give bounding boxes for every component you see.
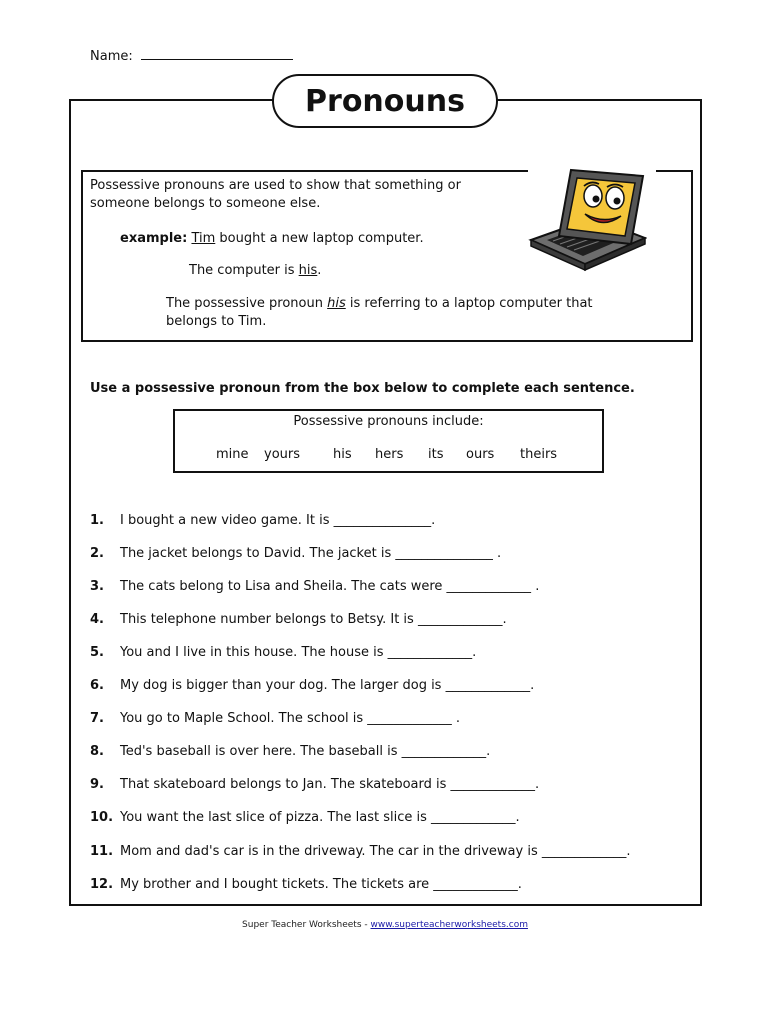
question-number: 10. xyxy=(90,810,114,825)
question-number: 2. xyxy=(90,546,104,561)
question-text[interactable]: I bought a new video game. It is _______________. xyxy=(120,513,436,528)
question-text[interactable]: You go to Maple School. The school is _____________ . xyxy=(120,711,461,726)
question-number: 12. xyxy=(90,877,114,892)
reference-pronoun: his xyxy=(327,296,346,311)
smiling-laptop-icon xyxy=(527,160,647,272)
name-field[interactable] xyxy=(90,47,293,64)
question-number: 5. xyxy=(90,645,104,660)
example-subject: Tim xyxy=(191,231,216,246)
example-label: example: xyxy=(120,231,188,246)
pronoun-word: theirs xyxy=(520,447,558,462)
pronoun-word: ours xyxy=(466,447,495,462)
reference-suffix: is referring to a laptop computer that belongs to Tim. xyxy=(166,296,593,329)
pronoun-box-heading: Possessive pronouns include: xyxy=(293,414,484,429)
footer-label: Super Teacher Worksheets - xyxy=(242,920,371,930)
question-text[interactable]: Ted's baseball is over here. The baseball is _____________. xyxy=(120,744,491,759)
question-text[interactable]: You want the last slice of pizza. The last slice is _____________. xyxy=(120,810,520,825)
pronoun-word: his xyxy=(333,447,352,462)
reference-prefix: The possessive pronoun xyxy=(166,296,328,311)
question-number: 6. xyxy=(90,678,104,693)
pronoun-word: mine xyxy=(216,447,249,462)
footer xyxy=(0,920,770,930)
question-text[interactable]: Mom and dad's car is in the driveway. The car in the driveway is _____________. xyxy=(120,844,631,859)
question-text[interactable]: The cats belong to Lisa and Sheila. The cats were _____________ . xyxy=(120,579,540,594)
example-sentence xyxy=(120,230,424,248)
question-number: 7. xyxy=(90,711,104,726)
question-text[interactable]: You and I live in this house. The house is _____________. xyxy=(120,645,477,660)
name-label: Name: xyxy=(90,49,137,64)
question-number: 9. xyxy=(90,777,104,792)
question-text[interactable]: The jacket belongs to David. The jacket is _______________ . xyxy=(120,546,502,561)
question-number: 4. xyxy=(90,612,104,627)
computer-prefix: The computer is xyxy=(189,263,299,278)
question-text[interactable]: My brother and I bought tickets. The tickets are _____________. xyxy=(120,877,522,892)
pronoun-word: hers xyxy=(375,447,404,462)
question-text[interactable]: That skateboard belongs to Jan. The skateboard is _____________. xyxy=(120,777,540,792)
computer-suffix: . xyxy=(317,263,322,278)
footer-link[interactable]: www.superteacherworksheets.com xyxy=(370,920,528,930)
question-text[interactable]: This telephone number belongs to Betsy. It is _____________. xyxy=(120,612,507,627)
name-blank-line[interactable] xyxy=(141,47,293,60)
page-title: Pronouns xyxy=(272,74,498,128)
pronoun-word: its xyxy=(428,447,444,462)
instruction-text: Use a possessive pronoun from the box below to complete each sentence. xyxy=(90,381,635,396)
question-number: 8. xyxy=(90,744,104,759)
computer-pronoun: his xyxy=(298,263,318,278)
question-number: 1. xyxy=(90,513,104,528)
definition-text: Possessive pronouns are used to show that something or someone belongs to someone else. xyxy=(90,178,461,211)
example-rest: bought a new laptop computer. xyxy=(215,231,424,246)
reference-sentence xyxy=(166,295,626,331)
question-number: 3. xyxy=(90,579,104,594)
question-number: 11. xyxy=(90,844,114,859)
question-text[interactable]: My dog is bigger than your dog. The larger dog is _____________. xyxy=(120,678,535,693)
computer-sentence xyxy=(189,262,321,280)
pronoun-word: yours xyxy=(264,447,301,462)
